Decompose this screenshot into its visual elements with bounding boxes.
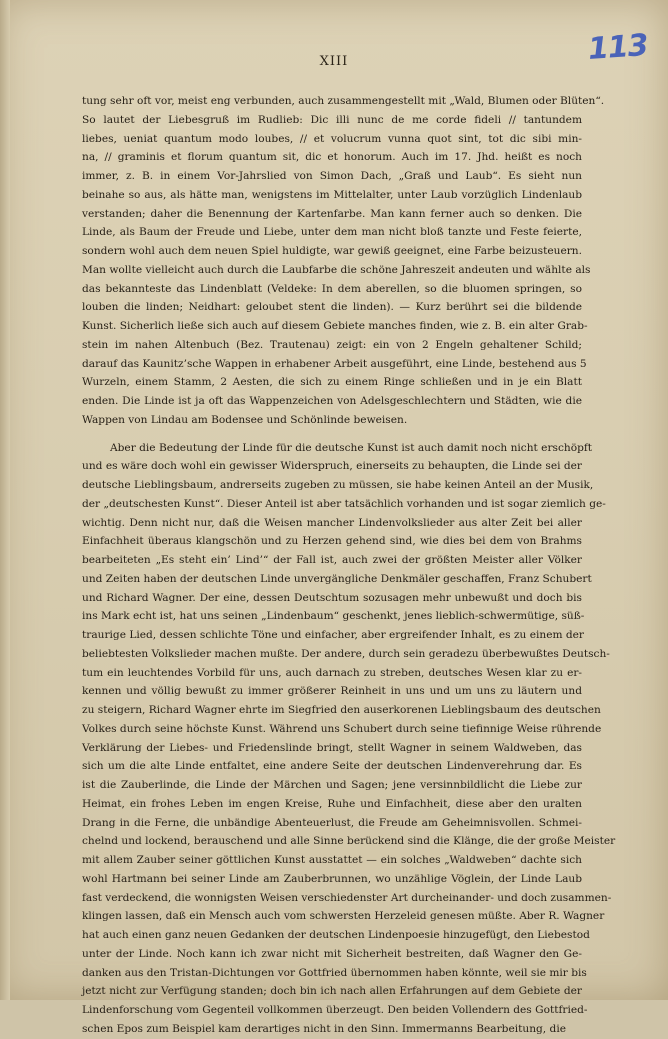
text-line: jetzt nicht zur Verfügung standen; doch bin ich nach allen Erfahrungen auf dem Gebiete der	[82, 985, 582, 998]
text-line: Wurzeln, einem Stamm, 2 Aesten, die sich zu einem Ringe schließen und in je ein Blatt	[82, 376, 582, 389]
text-line: und Richard Wagner. Der eine, dessen Deutschtum sozusagen mehr unbewußt und doch bis	[82, 591, 582, 604]
text-line: der „deutschesten Kunst“. Dieser Anteil ist aber tatsächlich vorhanden und ist sogar ziemlich ge-	[82, 497, 606, 510]
text-line: louben die linden; Neidhart: geloubet stent die linden). — Kurz berührt sei die bildende	[82, 301, 582, 314]
text-line: stein im nahen Altenbuch (Bez. Trautenau) zeigt: ein von 2 Engeln gehaltener Schild;	[82, 338, 582, 351]
text-line: Drang in die Ferne, die unbändige Abenteuerlust, die Freude am Geheimnisvollen. Schmei-	[82, 816, 582, 829]
text-line: verstanden; daher die Benennung der Kartenfarbe. Man kann ferner auch so denken. Die	[82, 207, 582, 220]
text-line: klingen lassen, daß ein Mensch auch vom schwersten Herzeleid genesen müßte. Aber R. Wagner	[82, 910, 605, 923]
text-line: sich um die alte Linde entfaltet, eine andere Seite der deutschen Lindenverehrung dar. Es	[82, 760, 582, 773]
text-line: enden. Die Linde ist ja oft das Wappenzeichen von Adelsgeschlechtern und Städten, wie die	[82, 395, 582, 407]
text-line: ins Mark echt ist, hat uns seinen „Lindenbaum“ geschenkt, jenes lieblich-schwermütige, süß-	[82, 610, 585, 623]
text-line: wichtig. Denn nicht nur, daß die Weisen mancher Lindenvolkslieder aus alter Zeit bei aller	[82, 516, 582, 529]
text-line: danken aus den Tristan-Dichtungen vor Gottfried übernommen haben könnte, weil sie mir bis	[82, 966, 587, 979]
text-line: tum ein leuchtendes Vorbild für uns, auch darnach zu streben, deutsches Wesen klar zu er-	[82, 666, 582, 679]
text-line: fast verdeckend, die wonnigsten Weisen verschiedenster Art durcheinander- und doch zusammen-	[82, 891, 612, 904]
text-line: mit allem Zauber seiner göttlichen Kunst ausstattet — ein solches „Waldweben“ dachte sich	[82, 854, 582, 866]
text-line: kennen und völlig bewußt zu immer größerer Reinheit in uns und um uns zu läutern und	[82, 685, 582, 698]
text-line: Aber die Bedeutung der Linde für die deutsche Kunst ist auch damit noch nicht erschöpft	[110, 441, 593, 454]
handwritten-archive-number: 113	[586, 27, 649, 68]
paragraph-1	[82, 92, 605, 430]
text-line: Heimat, ein frohes Leben im engen Kreise, Ruhe und Einfachheit, diese aber den uralten	[82, 797, 582, 810]
text-line: unter der Linde. Noch kann ich zwar nicht mit Sicherheit bestreiten, daß Wagner den Ge-	[82, 947, 582, 960]
text-line: Verklärung der Liebes- und Friedenslinde bringt, stellt Wagner in seinem Waldweben, das	[82, 741, 582, 754]
text-line: und es wäre doch wohl ein gewisser Widerspruch, einerseits zu behaupten, die Linde sei der	[82, 460, 582, 473]
text-line: Kunst. Sicherlich ließe sich auch auf diesem Gebiete manches finden, wie z. B. ein alter Grab-	[82, 320, 588, 332]
text-line: beliebtesten Volkslieder machen mußte. Der andere, durch sein geradezu überbewußtes Deutsch-	[82, 647, 610, 660]
text-line: das bekannteste das Lindenblatt (Veldeke: In dem aberellen, so die bluomen springen, so	[82, 282, 582, 295]
text-line: wohl Hartmann bei seiner Linde am Zauberbrunnen, wo unzählige Vöglein, der Linde Laub	[82, 872, 582, 885]
text-line: beinahe so aus, als hätte man, wenigstens im Mittelalter, unter Laub vorzüglich Lindenlaub	[82, 188, 582, 201]
text-line: Lindenforschung vom Gegenteil vollkommen überzeugt. Den beiden Vollendern des Gottfried-	[82, 1004, 588, 1016]
text-line: ist die Zauberlinde, die Linde der Märchen und Sagen; jene versinnbildlicht die Liebe zur	[82, 779, 582, 791]
page-number: XIII	[319, 54, 349, 69]
text-line: Man wollte vielleicht auch durch die Laubfarbe die schöne Jahreszeit andeuten und wählte als	[82, 263, 591, 276]
page-binding-edge	[0, 0, 10, 1000]
text-line: sondern wohl auch dem neuen Spiel huldigte, war gewiß geeignet, eine Farbe beizusteuern.	[82, 245, 582, 257]
text-line: liebes, ueniat quantum modo loubes, // et volucrum vunna quot sint, tot dic sibi min-	[82, 132, 582, 145]
text-line: Linde, als Baum der Freude und Liebe, unter dem man nicht bloß tanzte und Feste feierte,	[82, 226, 582, 239]
text-line: chelnd und lockend, berauschend und alle Sinne berückend sind die Klänge, die der große Meister	[82, 835, 616, 848]
body-text	[82, 92, 616, 1039]
text-line: Einfachheit überaus klangschön und zu Herzen gehend sind, wie dies bei dem von Brahms	[82, 535, 582, 548]
text-line: Wappen von Lindau am Bodensee und Schönlinde beweisen.	[82, 413, 408, 426]
text-line: deutsche Lieblingsbaum, andrerseits zugeben zu müssen, sie habe keinen Anteil an der Musik,	[82, 479, 594, 491]
text-line: So lautet der Liebesgruß im Rudlieb: Dic illi nunc de me corde fideli // tantundem	[82, 113, 582, 126]
text-line: traurige Lied, dessen schlichte Töne und einfacher, aber ergreifender Inhalt, es zu einem der	[82, 629, 584, 641]
text-line: immer, z. B. in einem Vor-Jahrslied von Simon Dach, „Graß und Laub“. Es sieht nun	[82, 170, 582, 182]
text-line: na, // graminis et florum quantum sit, dic et honorum. Auch im 17. Jhd. heißt es noch	[82, 151, 582, 164]
text-line: tung sehr oft vor, meist eng verbunden, auch zusammengestellt mit „Wald, Blumen oder Blüten“.	[82, 95, 605, 107]
paragraph-2	[82, 439, 616, 1039]
text-line: und Zeiten haben der deutschen Linde unvergängliche Denkmäler geschaffen, Franz Schubert	[82, 572, 592, 585]
text-line: darauf das Kaunitz’sche Wappen in erhabener Arbeit ausgeführt, eine Linde, bestehend aus 5	[82, 357, 587, 370]
text-line: schen Epos zum Beispiel kam derartiges nicht in den Sinn. Immermanns Bearbeitung, die	[82, 1022, 566, 1035]
text-line: zu steigern, Richard Wagner ehrte im Siegfried den auserkorenen Lieblingsbaum des deutschen	[82, 704, 601, 716]
text-line: bearbeiteten „Es steht ein’ Lind’“ der Fall ist, auch zwei der größten Meister aller Völker	[82, 554, 582, 566]
text-line: Volkes durch seine höchste Kunst. Während uns Schubert durch seine tiefinnige Weise rührende	[82, 722, 602, 735]
text-line: hat auch einen ganz neuen Gedanken der deutschen Lindenpoesie hinzugefügt, den Liebestod	[82, 929, 590, 941]
